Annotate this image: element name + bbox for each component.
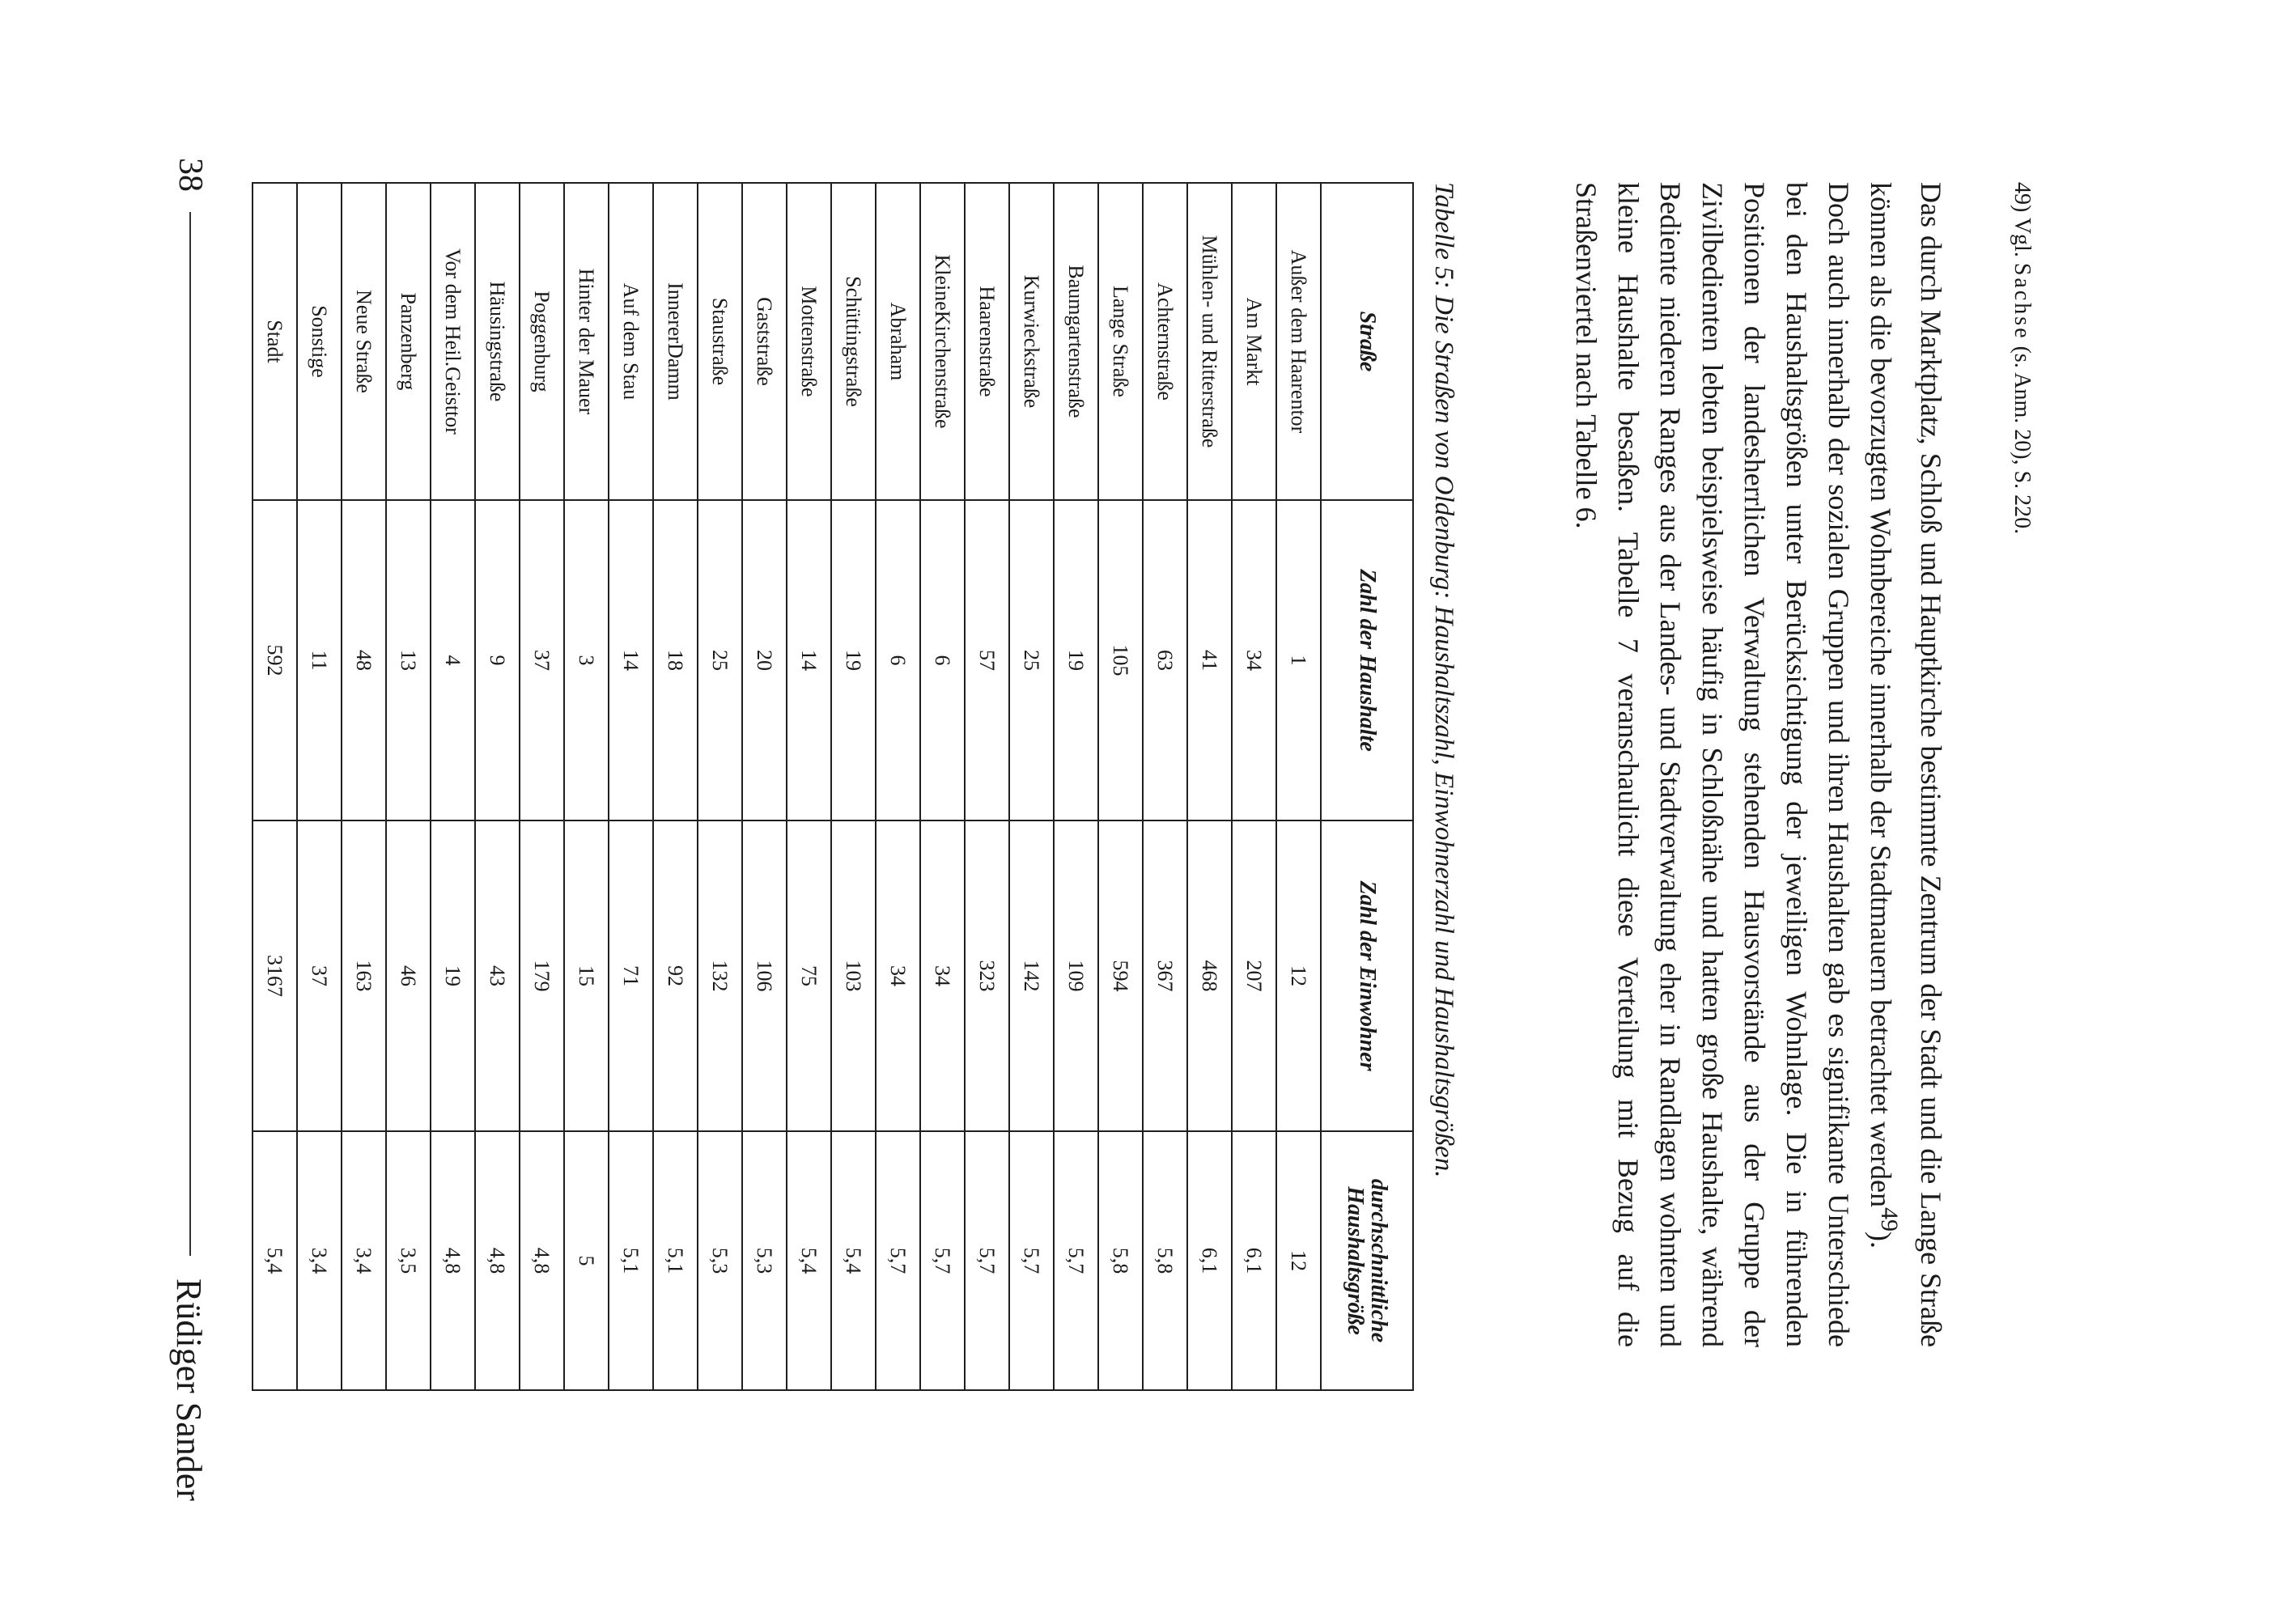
residents-cell: 92	[653, 820, 698, 1131]
household-size-cell: 5,7	[965, 1131, 1009, 1390]
households-cell: 105	[1098, 500, 1143, 820]
column-header-household-size: durchschnittliche Haushaltsgröße	[1321, 1131, 1413, 1390]
household-size-cell: 5,1	[653, 1131, 698, 1390]
table-row	[564, 183, 609, 1390]
street-cell: Vor dem Heil.Geisttor	[431, 183, 475, 500]
households-cell: 11	[297, 500, 342, 820]
household-size-cell: 3,5	[386, 1131, 431, 1390]
household-size-cell: 4,8	[431, 1131, 475, 1390]
street-cell: Schüttingstraße	[831, 183, 876, 500]
street-cell: Mottenstraße	[787, 183, 831, 500]
residents-cell: 75	[787, 820, 831, 1131]
residents-cell: 106	[742, 820, 787, 1131]
households-cell: 37	[520, 500, 564, 820]
footnote-author: Sachse	[2010, 262, 2035, 341]
households-cell: 25	[1009, 500, 1054, 820]
street-cell: Poggenburg	[520, 183, 564, 500]
households-cell: 4	[431, 500, 475, 820]
households-cell: 63	[1143, 500, 1187, 820]
table-row	[386, 183, 431, 1390]
footnote-number: 49) Vgl.	[2010, 182, 2035, 257]
table-row	[1187, 183, 1232, 1390]
household-size-cell: 5,3	[742, 1131, 787, 1390]
residents-cell: 594	[1098, 820, 1143, 1131]
table-row	[920, 183, 965, 1390]
household-size-cell: 5,4	[831, 1131, 876, 1390]
residents-cell: 46	[386, 820, 431, 1131]
street-cell: Sonstige	[297, 183, 342, 500]
street-cell: Außer dem Haarentor	[1276, 183, 1321, 500]
household-size-cell: 4,8	[520, 1131, 564, 1390]
households-cell: 41	[1187, 500, 1232, 820]
table-row	[342, 183, 386, 1390]
residents-cell: 207	[1232, 820, 1276, 1131]
table-row	[520, 183, 564, 1390]
residents-cell: 367	[1143, 820, 1187, 1131]
households-cell: 1	[1276, 500, 1321, 820]
header-rule	[189, 212, 191, 1256]
residents-cell: 103	[831, 820, 876, 1131]
table-row	[253, 183, 297, 1390]
residents-cell: 12	[1276, 820, 1321, 1131]
table-row	[1232, 183, 1276, 1390]
household-size-cell: 3,4	[342, 1131, 386, 1390]
residents-cell: 142	[1009, 820, 1054, 1131]
household-size-cell: 5,7	[920, 1131, 965, 1390]
households-cell: 18	[653, 500, 698, 820]
household-size-cell: 6,1	[1232, 1131, 1276, 1390]
household-size-cell: 5,4	[253, 1131, 297, 1390]
households-table	[252, 182, 1414, 1391]
street-cell: Abraham	[876, 183, 920, 500]
footnote-reference: 49	[1876, 1206, 1903, 1232]
street-cell: Haarenstraße	[965, 183, 1009, 500]
households-cell: 48	[342, 500, 386, 820]
residents-cell: 109	[1054, 820, 1098, 1131]
household-size-cell: 5,7	[1054, 1131, 1098, 1390]
households-cell: 6	[920, 500, 965, 820]
household-size-cell: 5,8	[1143, 1131, 1187, 1390]
households-cell: 6	[876, 500, 920, 820]
street-cell: Hinter der Mauer	[564, 183, 609, 500]
paragraph-1-text: Das durch Marktplatz, Schloß und Hauptkirche bestimmte Zentrum der Stadt und die Lange Straße können als die bevorzugten Wohnbereiche innerhalb der Stadtmauern betrachtet werden	[1865, 182, 1947, 1347]
residents-cell: 323	[965, 820, 1009, 1131]
street-cell: Mühlen- und Ritterstraße	[1187, 183, 1232, 500]
table-row	[1098, 183, 1143, 1390]
household-size-cell: 5,1	[609, 1131, 653, 1390]
column-header-households: Zahl der Haushalte	[1321, 500, 1413, 820]
paragraph-1	[1860, 182, 1952, 1347]
table-row	[475, 183, 520, 1390]
street-cell: KleineKirchenstraße	[920, 183, 965, 500]
footnote-49	[2009, 182, 2035, 534]
households-cell: 19	[831, 500, 876, 820]
residents-cell: 163	[342, 820, 386, 1131]
paragraph-1-end: ).	[1865, 1231, 1897, 1249]
table-row	[831, 183, 876, 1390]
households-cell: 57	[965, 500, 1009, 820]
table-row	[653, 183, 698, 1390]
residents-cell: 43	[475, 820, 520, 1131]
households-cell: 14	[787, 500, 831, 820]
table-row	[1143, 183, 1187, 1390]
street-cell: InnererDamm	[653, 183, 698, 500]
household-size-cell: 3,4	[297, 1131, 342, 1390]
table-row	[698, 183, 742, 1390]
table-row	[297, 183, 342, 1390]
residents-cell: 34	[876, 820, 920, 1131]
household-size-cell: 5,4	[787, 1131, 831, 1390]
column-header-residents: Zahl der Einwohner	[1321, 820, 1413, 1131]
households-cell: 14	[609, 500, 653, 820]
household-size-cell: 5,7	[876, 1131, 920, 1390]
residents-cell: 468	[1187, 820, 1232, 1131]
street-cell: Neue Straße	[342, 183, 386, 500]
household-size-cell: 5,8	[1098, 1131, 1143, 1390]
table-row	[742, 183, 787, 1390]
table-row	[876, 183, 920, 1390]
household-size-cell: 6,1	[1187, 1131, 1232, 1390]
residents-cell: 179	[520, 820, 564, 1131]
residents-cell: 34	[920, 820, 965, 1131]
table-body	[253, 183, 1321, 1390]
running-head-author: Rüdiger Sander	[169, 1278, 209, 1501]
household-size-cell: 5	[564, 1131, 609, 1390]
households-cell: 20	[742, 500, 787, 820]
households-cell: 592	[253, 500, 297, 820]
street-cell: Gaststraße	[742, 183, 787, 500]
households-cell: 13	[386, 500, 431, 820]
residents-cell: 15	[564, 820, 609, 1131]
households-cell: 19	[1054, 500, 1098, 820]
street-cell: Lange Straße	[1098, 183, 1143, 500]
households-cell: 3	[564, 500, 609, 820]
footnote-reference-text: (s. Anm. 20), S. 220.	[2010, 346, 2035, 535]
street-cell: Kurwieckstraße	[1009, 183, 1054, 500]
residents-cell: 37	[297, 820, 342, 1131]
residents-cell: 3167	[253, 820, 297, 1131]
street-cell: Auf dem Stau	[609, 183, 653, 500]
table-row	[965, 183, 1009, 1390]
street-cell: Am Markt	[1232, 183, 1276, 500]
street-cell: Baumgartenstraße	[1054, 183, 1098, 500]
table-row	[431, 183, 475, 1390]
residents-cell: 132	[698, 820, 742, 1131]
table-caption: Tabelle 5: Die Straßen von Oldenburg: Haushaltszahl, Einwohnerzahl und Haushaltsgrößen.	[1429, 182, 1458, 1178]
households-cell: 34	[1232, 500, 1276, 820]
page-number: 38	[172, 158, 209, 192]
household-size-cell: 5,7	[1009, 1131, 1054, 1390]
residents-cell: 71	[609, 820, 653, 1131]
table-row	[1009, 183, 1054, 1390]
body-text	[1531, 182, 1952, 1347]
column-header-street: Straße	[1321, 183, 1413, 500]
street-cell: Panzenberg	[386, 183, 431, 500]
street-cell: Häusingstraße	[475, 183, 520, 500]
table-row	[787, 183, 831, 1390]
household-size-cell: 5,3	[698, 1131, 742, 1390]
residents-cell: 19	[431, 820, 475, 1131]
households-cell: 25	[698, 500, 742, 820]
paragraph-2: Doch auch innerhalb der sozialen Gruppen und ihren Haushalten gab es signifikante Unterschiede bei den Haushaltsgrößen unter Berücksichtigung der jeweiligen Wohnlage. Die in führenden Positionen der landesherrlichen Verwaltung stehenden Hausvorstände aus der Gruppe der Zivilbedienten lebten beispielsweise häufig in Schloßnähe und hatten große Haushalte, während Bediente niederen Ranges aus der Landes- und Stadtverwaltung eher in Randlagen wohnten und kleine Haushalte besaßen. Tabelle 7 veranschaulicht diese Verteilung mit Bezug auf die Straßenviertel nach Tabelle 6.	[1570, 182, 1855, 1347]
street-cell: Achternstraße	[1143, 183, 1187, 500]
street-cell: Stadt	[253, 183, 297, 500]
street-cell: Staustraße	[698, 183, 742, 500]
table-row	[1054, 183, 1098, 1390]
households-cell: 9	[475, 500, 520, 820]
table-row	[609, 183, 653, 1390]
table-row	[1276, 183, 1321, 1390]
table-header-row	[1321, 183, 1413, 1390]
household-size-cell: 4,8	[475, 1131, 520, 1390]
household-size-cell: 12	[1276, 1131, 1321, 1390]
